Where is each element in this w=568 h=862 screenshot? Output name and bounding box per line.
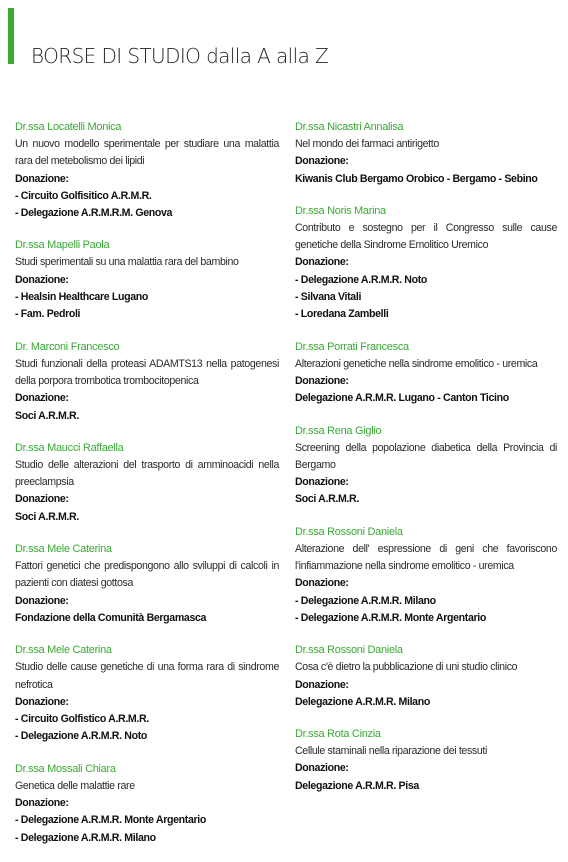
study-description: Studi sperimentali su una malattia rara del bambino [15,256,239,269]
donor-item: - Delegazione A.R.M.R. Noto [295,273,427,286]
donor-item: Delegazione A.R.M.R. Pisa [295,779,419,792]
study-description: Un nuovo modello sperimentale per studiare una malattia rara del metebolismo dei lipidi [15,138,279,168]
scholarship-entry [15,761,279,847]
donor-item: - Delegazione A.R.M.R. Milano [15,831,156,844]
study-description: Alterazione dell' espressione di geni che favoriscono l'infiammazione nella sindrome emolitico - uremica [295,542,557,573]
recipient-name: Dr.ssa Rota Cinzia [295,728,381,741]
donor-item: - Silvana Vitali [295,291,362,304]
recipient-name: Dr.ssa Maucci Raffaella [15,441,124,454]
recipient-name: Dr.ssa Noris Marina [295,204,386,217]
scholarship-entry [295,524,557,627]
donation-label: Donazione: [295,256,349,269]
study-description: Studio delle cause genetiche di una forma rara di sindrome nefrotica [15,661,279,691]
study-description: Alterazioni genetiche nella sindrome emolitico - uremica [295,357,538,370]
study-description: Cellule staminali nella riparazione dei tessuti [295,745,488,758]
donor-item: - Circuito Golfistico A.R.M.R. [15,713,149,726]
donor-item: - Delegazione A.R.M.R. Milano [295,594,436,607]
recipient-name: Dr.ssa Mele Caterina [15,644,112,657]
donation-label: Donazione: [15,594,69,607]
recipient-name: Dr.ssa Nicastri Annalisa [295,121,404,133]
donor-item: - Healsin Healthcare Lugano [15,291,149,304]
study-description: Studi funzionali della proteasi ADAMTS13 nella patogenesi della porpora trombotica trombocitopenica [15,357,279,387]
study-description: Cosa c'è dietro la pubblicazione di uni studio clinico [295,661,518,674]
left-column [15,119,279,862]
scholarship-entry [295,119,557,188]
donor-item: Kiwanis Club Bergamo Orobico - Bergamo - Sebino [295,172,538,185]
donor-item: Delegazione A.R.M.R. Lugano - Canton Ticino [295,392,509,405]
scholarship-entry [15,440,279,526]
donation-label: Donazione: [295,762,349,775]
recipient-name: Dr.ssa Locatelli Monica [15,121,122,133]
study-description: Fattori genetici che predispongono allo sviluppi di calcoli in pazienti con diatesi gottosa [15,560,279,590]
donation-label: Donazione: [15,695,69,708]
donor-item: Delegazione A.R.M.R. Milano [295,695,430,708]
scholarship-entry [295,423,557,509]
recipient-name: Dr. Marconi Francesco [15,340,120,353]
donor-item: - Delegazione A.R.M.R. Monte Argentario [295,611,486,624]
scholarship-entry [295,203,557,324]
donor-item: Soci A.R.M.R. [15,409,79,422]
recipient-name: Dr.ssa Rossoni Daniela [295,525,403,538]
donation-label: Donazione: [295,374,349,387]
donor-item: Fondazione della Comunità Bergamasca [15,611,207,624]
study-description: Studio delle alterazioni del trasporto di amminoacidi nella preeclampsia [15,458,279,489]
scholarship-entry [15,642,279,745]
donation-label: Donazione: [15,493,69,506]
donor-item: - Delegazione A.R.M.R. Monte Argentario [15,814,206,827]
donation-label: Donazione: [15,172,69,185]
donation-label: Donazione: [15,797,69,810]
study-description: Screening della popolazione diabetica della Provincia di Bergamo [295,441,557,471]
recipient-name: Dr.ssa Mapelli Paola [15,239,110,252]
scholarship-entry [15,119,279,222]
scholarship-entry [295,642,557,711]
donor-item: - Loredana Zambelli [295,308,389,321]
donor-item: - Delegazione A.R.M.R. Noto [15,730,147,743]
donation-label: Donazione: [295,678,349,691]
right-column [295,119,557,810]
accent-bar [8,8,14,64]
scholarship-entry [295,726,557,795]
study-description: Nel mondo dei farmaci antirigetto [295,138,439,150]
donor-item: - Fam. Pedroli [15,308,81,321]
study-description: Genetica delle malattie rare [15,779,135,792]
donation-label: Donazione: [295,476,349,489]
donor-item: Soci A.R.M.R. [15,510,79,523]
recipient-name: Dr.ssa Rossoni Daniela [295,644,403,657]
recipient-name: Dr.ssa Mossali Chiara [15,762,116,775]
study-description: Contributo e sostegno per il Congresso sulle cause genetiche della Sindrome Emolitico Uremico [295,221,557,252]
donor-item: Soci A.R.M.R. [295,493,359,506]
scholarship-entry [15,339,279,425]
recipient-name: Dr.ssa Mele Caterina [15,543,112,556]
donor-item: - Delegazione A.R.M.R.M. Genova [15,207,173,220]
scholarship-entry [295,339,557,408]
donation-label: Donazione: [295,577,349,590]
donation-label: Donazione: [295,155,349,168]
scholarship-entry [15,237,279,323]
page-title: BORSE DI STUDIO dalla A alla Z [31,44,329,68]
recipient-name: Dr.ssa Porrati Francesca [295,340,409,353]
recipient-name: Dr.ssa Rena Giglio [295,424,382,437]
donation-label: Donazione: [15,392,69,405]
scholarship-entry [15,541,279,627]
donor-item: - Circuito Golfisitico A.R.M.R. [15,189,152,202]
donation-label: Donazione: [15,273,69,286]
